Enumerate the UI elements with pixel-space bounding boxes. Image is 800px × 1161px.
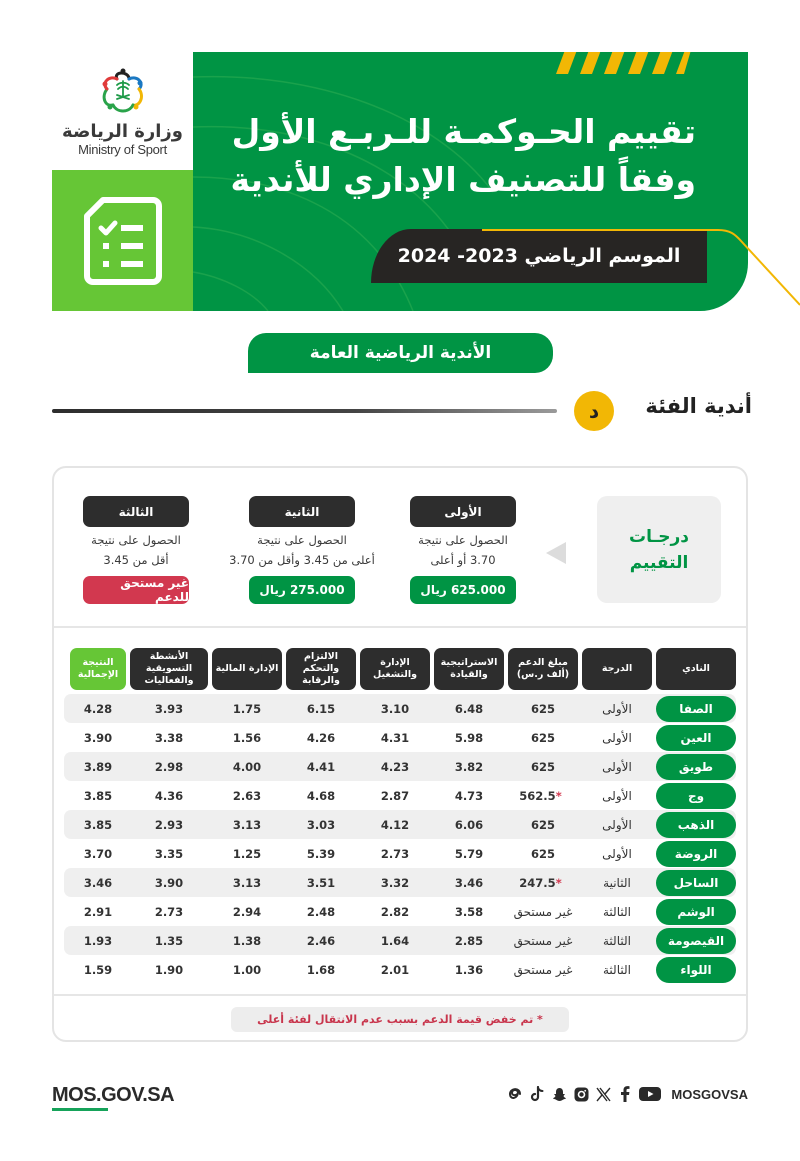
cell-support: [508, 760, 578, 774]
table-row: [64, 694, 736, 723]
snapchat-icon[interactable]: [551, 1086, 567, 1102]
category-title: أندية الفئة: [645, 394, 752, 418]
cell-operations: 2.01: [380, 962, 410, 977]
divider-line: [52, 409, 557, 413]
cell-total: 3.46: [83, 875, 113, 890]
support-value: 247.5: [519, 875, 556, 890]
season-banner: [371, 229, 707, 283]
club-name: الوشم: [656, 899, 736, 925]
grade-second-desc-1: الحصول على نتيجة: [257, 533, 347, 547]
table-row: [64, 868, 736, 897]
category-header: [52, 390, 752, 432]
header-total: النتيجة الإجمالية: [70, 648, 126, 690]
cell-operations: 1.64: [380, 933, 410, 948]
cell-strategy: 6.06: [454, 817, 484, 832]
cell-total: 2.91: [83, 904, 113, 919]
support-value: 625: [530, 701, 555, 716]
cell-grade: الأولى: [602, 759, 632, 774]
cell-operations: 3.10: [380, 701, 410, 716]
cell-finance: 1.00: [232, 962, 262, 977]
cell-strategy: 4.73: [454, 788, 484, 803]
cell-support: [508, 789, 578, 803]
header-support: مبلغ الدعم (ألف ر.س): [508, 648, 578, 690]
cell-strategy: 1.36: [454, 962, 484, 977]
cell-marketing: 2.93: [154, 817, 184, 832]
cell-operations: 4.12: [380, 817, 410, 832]
cell-marketing: 1.90: [154, 962, 184, 977]
table-row: [64, 723, 736, 752]
cell-support: [508, 702, 578, 716]
cell-grade: الأولى: [602, 788, 632, 803]
grade-first-amount: 625.000 ريال: [410, 576, 516, 604]
header-strategy: الاستراتيجية والقيادة: [434, 648, 504, 690]
cell-finance: 2.63: [232, 788, 262, 803]
grade-first-desc-1: الحصول على نتيجة: [418, 533, 508, 547]
season-label: الموسم الرياضي 2023- 2024: [397, 245, 681, 267]
table-body: [64, 694, 736, 984]
support-value: غير مستحق: [513, 933, 573, 948]
cell-total: 3.70: [83, 846, 113, 861]
cell-total: 3.90: [83, 730, 113, 745]
checklist-document-icon: [83, 196, 163, 286]
cell-finance: 1.56: [232, 730, 262, 745]
cell-compliance: 3.51: [306, 875, 336, 890]
support-value: 562.5: [519, 788, 556, 803]
cell-compliance: 3.03: [306, 817, 336, 832]
pointer-triangle-icon: [546, 542, 566, 564]
header-operations: الإدارة والتشغيل: [360, 648, 430, 690]
club-name: طويق: [656, 754, 736, 780]
cell-finance: 3.13: [232, 875, 262, 890]
reduced-support-star-icon: *: [555, 875, 562, 890]
cell-finance: 1.38: [232, 933, 262, 948]
section-title: الأندية الرياضية العامة: [309, 343, 492, 363]
cell-grade: الثانية: [603, 875, 631, 890]
cell-total: 3.85: [83, 817, 113, 832]
cell-marketing: 3.38: [154, 730, 184, 745]
website-underline: [52, 1108, 108, 1111]
cell-grade: الأولى: [602, 846, 632, 861]
support-value: 625: [530, 730, 555, 745]
checklist-tile: [52, 170, 193, 311]
support-value: غير مستحق: [513, 962, 573, 977]
cell-strategy: 3.82: [454, 759, 484, 774]
tiktok-icon[interactable]: [529, 1086, 545, 1102]
grade-first: [409, 496, 517, 604]
cell-total: 1.59: [83, 962, 113, 977]
cell-strategy: 5.98: [454, 730, 484, 745]
cell-grade: الثالثة: [603, 933, 631, 948]
cell-operations: 2.82: [380, 904, 410, 919]
cell-grade: الأولى: [602, 701, 632, 716]
grade-second-desc-2: أعلى من 3.45 وأقل من 3.70: [229, 553, 375, 567]
cell-compliance: 2.46: [306, 933, 336, 948]
title-line-2: وفقاً للتصنيف الإداري للأندية: [230, 160, 696, 199]
cell-grade: الثالثة: [603, 904, 631, 919]
reduced-support-star-icon: *: [555, 788, 562, 803]
cell-compliance: 4.41: [306, 759, 336, 774]
cell-strategy: 2.85: [454, 933, 484, 948]
grading-scale: [54, 468, 746, 628]
header-club: النادي: [656, 648, 736, 690]
table-row: [64, 955, 736, 984]
cell-total: 1.93: [83, 933, 113, 948]
cell-compliance: 4.26: [306, 730, 336, 745]
club-name: الساحل: [656, 870, 736, 896]
grade-second-amount: 275.000 ريال: [249, 576, 355, 604]
cell-operations: 4.23: [380, 759, 410, 774]
cell-strategy: 5.79: [454, 846, 484, 861]
cell-compliance: 6.15: [306, 701, 336, 716]
cell-compliance: 2.48: [306, 904, 336, 919]
cell-finance: 4.00: [232, 759, 262, 774]
grade-second-label: الثانية: [249, 496, 355, 527]
table-row: [64, 752, 736, 781]
club-name: العين: [656, 725, 736, 751]
results-card: [52, 466, 748, 1042]
cell-strategy: 3.46: [454, 875, 484, 890]
cell-support: [508, 876, 578, 890]
grade-third-label: الثالثة: [83, 496, 189, 527]
cell-marketing: 2.98: [154, 759, 184, 774]
support-value: 625: [530, 759, 555, 774]
threads-icon[interactable]: [507, 1086, 523, 1102]
ministry-emblem-icon: [95, 65, 151, 117]
club-name: اللواء: [656, 957, 736, 983]
cell-support: [508, 818, 578, 832]
cell-finance: 2.94: [232, 904, 262, 919]
grade-third-desc-2: أقل من 3.45: [103, 553, 169, 567]
facebook-icon[interactable]: [617, 1086, 633, 1102]
cell-operations: 4.31: [380, 730, 410, 745]
cell-total: 3.89: [83, 759, 113, 774]
header-compliance: الالتزام والتحكم والرقابة: [286, 648, 356, 690]
ministry-name-arabic: وزارة الرياضة: [62, 121, 183, 142]
cell-compliance: 5.39: [306, 846, 336, 861]
cell-support: [508, 934, 578, 948]
grade-third: [82, 496, 190, 604]
cell-total: 4.28: [83, 701, 113, 716]
club-name: الروضة: [656, 841, 736, 867]
page-title: [231, 108, 697, 204]
cell-marketing: 4.36: [154, 788, 184, 803]
header-grade: الدرجة: [582, 648, 652, 690]
table-row: [64, 810, 736, 839]
grade-second: [222, 496, 382, 604]
cell-operations: 2.73: [380, 846, 410, 861]
cell-finance: 3.13: [232, 817, 262, 832]
ministry-logo: [52, 52, 193, 170]
youtube-icon[interactable]: [639, 1086, 661, 1102]
cell-finance: 1.75: [232, 701, 262, 716]
cell-strategy: 3.58: [454, 904, 484, 919]
grade-first-desc-2: 3.70 أو أعلى: [430, 553, 496, 567]
cell-grade: الأولى: [602, 817, 632, 832]
grade-third-amount: غير مستحق للدعم: [83, 576, 189, 604]
website-link[interactable]: MOS.GOV.SA: [52, 1084, 175, 1106]
cell-support: [508, 731, 578, 745]
grading-label-line-1: درجـات: [628, 526, 690, 547]
club-name: القيصومة: [656, 928, 736, 954]
header-finance: الإدارة المالية: [212, 648, 282, 690]
club-name: وج: [656, 783, 736, 809]
footnote: * تم خفض قيمة الدعم بسبب عدم الانتقال لفئة أعلى: [231, 1007, 569, 1032]
cell-finance: 1.25: [232, 846, 262, 861]
cell-marketing: 1.35: [154, 933, 184, 948]
cell-support: [508, 963, 578, 977]
results-table: [64, 648, 736, 984]
title-line-1: تقييم الحـوكمـة للـربـع الأول: [231, 112, 696, 151]
grading-label-box: [597, 496, 721, 603]
cell-marketing: 2.73: [154, 904, 184, 919]
cell-compliance: 1.68: [306, 962, 336, 977]
cell-operations: 3.32: [380, 875, 410, 890]
yellow-stripes: [556, 52, 691, 74]
support-value: غير مستحق: [513, 904, 573, 919]
cell-grade: الأولى: [602, 730, 632, 745]
cell-marketing: 3.93: [154, 701, 184, 716]
table-header: [64, 648, 736, 690]
cell-support: [508, 847, 578, 861]
social-links: [507, 1086, 748, 1102]
table-row: [64, 839, 736, 868]
header-marketing: الأنشطة التسويقية والفعاليات: [130, 648, 208, 690]
cell-grade: الثالثة: [603, 962, 631, 977]
table-row: [64, 897, 736, 926]
cell-marketing: 3.90: [154, 875, 184, 890]
section-title-pill: [248, 333, 553, 373]
cell-support: [508, 905, 578, 919]
category-letter-badge: د: [574, 391, 614, 431]
club-name: الذهب: [656, 812, 736, 838]
support-value: 625: [530, 846, 555, 861]
support-value: 625: [530, 817, 555, 832]
club-name: الصفا: [656, 696, 736, 722]
social-handle: MOSGOVSA: [671, 1086, 748, 1102]
table-row: [64, 926, 736, 955]
grade-first-label: الأولى: [410, 496, 516, 527]
footnote-area: [54, 994, 746, 1042]
cell-compliance: 4.68: [306, 788, 336, 803]
table-row: [64, 781, 736, 810]
cell-operations: 2.87: [380, 788, 410, 803]
x-icon[interactable]: [595, 1086, 611, 1102]
grade-third-desc-1: الحصول على نتيجة: [91, 533, 181, 547]
cell-total: 3.85: [83, 788, 113, 803]
cell-marketing: 3.35: [154, 846, 184, 861]
ministry-name-english: Ministry of Sport: [78, 142, 167, 157]
instagram-icon[interactable]: [573, 1086, 589, 1102]
cell-strategy: 6.48: [454, 701, 484, 716]
grading-label-line-2: التقييم: [629, 552, 689, 573]
